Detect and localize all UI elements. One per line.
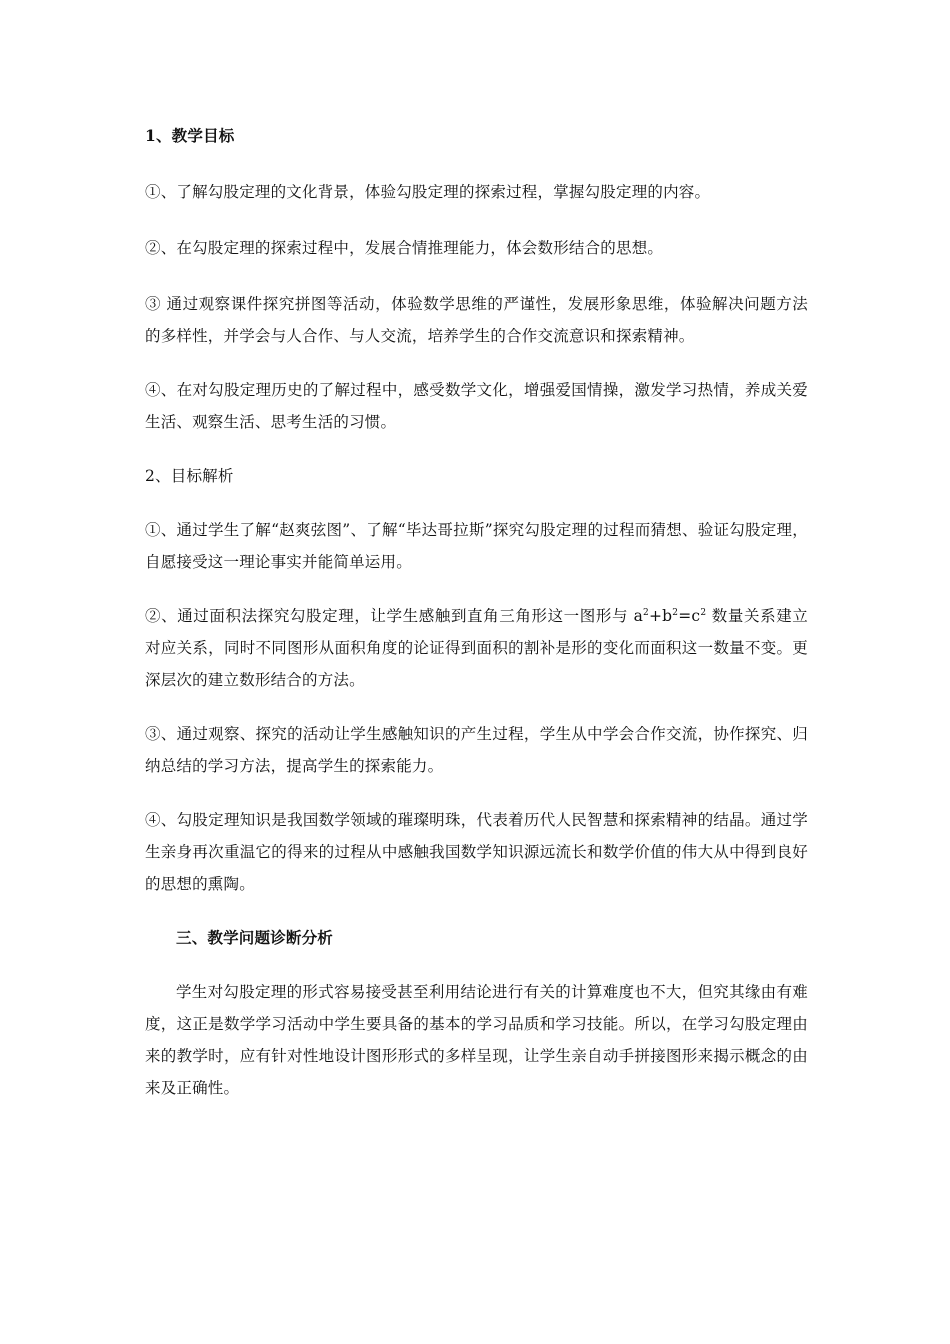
goal-item-2: ②、在勾股定理的探索过程中，发展合情推理能力，体会数形结合的思想。 — [145, 239, 664, 257]
exponent-a: 2 — [643, 608, 649, 618]
analysis-item-2-text-d: 数量关系建立对应关系，同时不同图形从面积角度的论证得到面积的割补是形的变化而面积这一数量不变。更深层次的建立数形结合的方法。 — [145, 607, 808, 689]
analysis-item-2 — [145, 600, 808, 696]
analysis-item-3: ③、通过观察、探究的活动让学生感触知识的产生过程，学生从中学会合作交流，协作探究、归纳总结的学习方法，提高学生的探索能力。 — [145, 725, 808, 775]
analysis-item-2-text-c: =c — [678, 607, 701, 625]
section-heading-goal-analysis: 2、目标解析 — [145, 467, 234, 485]
analysis-item-1: ①、通过学生了解“赵爽弦图”、了解“毕达哥拉斯”探究勾股定理的过程而猜想、验证勾股定理，自愿接受这一理论事实并能简单运用。 — [145, 521, 808, 571]
problem-diagnosis-body: 学生对勾股定理的形式容易接受甚至利用结论进行有关的计算难度也不大，但究其缘由有难度，这正是数学学习活动中学生要具备的基本的学习品质和学习技能。所以，在学习勾股定理由来的教学时，应有针对性地设计图形形式的多样呈现，让学生亲自动手拼接图形来揭示概念的由来及正确性。 — [145, 983, 808, 1097]
exponent-b: 2 — [672, 608, 679, 618]
document-page — [145, 120, 808, 1104]
section-heading-problem-diagnosis: 三、教学问题诊断分析 — [176, 928, 334, 947]
section-heading-teaching-goals: 1、教学目标 — [145, 126, 235, 145]
analysis-item-4: ④、勾股定理知识是我国数学领域的璀璨明珠，代表着历代人民智慧和探索精神的结晶。通过学生亲身再次重温它的得来的过程从中感触我国数学知识源远流长和数学价值的伟大从中得到良好的思想的熏陶。 — [145, 811, 808, 893]
goal-item-4: ④、在对勾股定理历史的了解过程中，感受数学文化，增强爱国情操，激发学习热情，养成关爱生活、观察生活、思考生活的习惯。 — [145, 381, 808, 431]
analysis-item-2-text-a: ②、通过面积法探究勾股定理，让学生感触到直角三角形这一图形与 a — [145, 607, 644, 625]
analysis-item-2-text-b: +b — [648, 607, 673, 625]
goal-item-1: ①、了解勾股定理的文化背景，体验勾股定理的探索过程，掌握勾股定理的内容。 — [145, 183, 711, 201]
goal-item-3: ③ 通过观察课件探究拼图等活动，体验数学思维的严谨性，发展形象思维，体验解决问题方法的多样性，并学会与人合作、与人交流，培养学生的合作交流意识和探索精神。 — [145, 295, 808, 345]
exponent-c: 2 — [700, 608, 707, 618]
